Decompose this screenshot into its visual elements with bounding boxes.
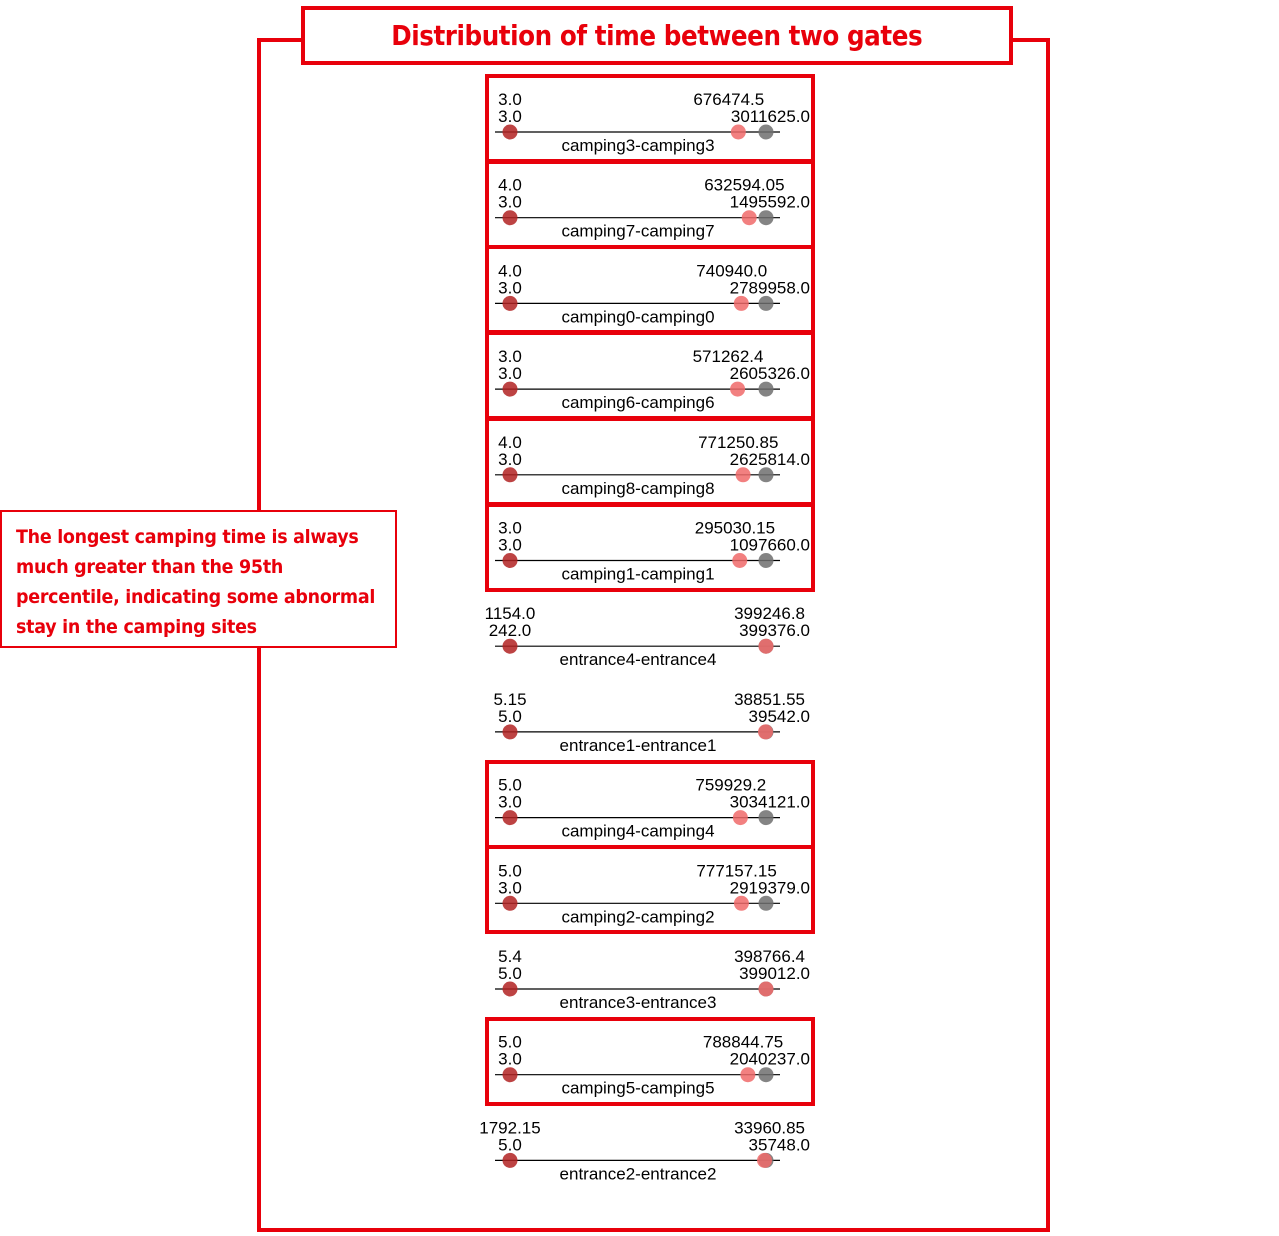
series-name-label: camping5-camping5: [561, 1078, 715, 1098]
min-point: [503, 639, 518, 654]
bottom-right-label: 2919379.0: [729, 878, 810, 898]
series-row: [479, 1118, 810, 1183]
top-right-label: 33960.85: [734, 1118, 805, 1138]
bottom-right-label: 3011625.0: [730, 107, 810, 126]
series-row: [493, 690, 810, 755]
min-point: [503, 1153, 518, 1168]
bottom-left-label: 3.0: [498, 278, 522, 298]
bottom-left-label: 5.0: [498, 964, 522, 983]
top-right-label: 571262.4: [692, 347, 764, 367]
top-left-label: 5.0: [498, 861, 522, 881]
series-name-label: entrance2-entrance2: [559, 1164, 717, 1184]
min-point: [503, 896, 518, 911]
series-name-label: camping7-camping7: [561, 221, 715, 241]
top-left-label: 3.0: [498, 90, 522, 109]
series-name-label: camping6-camping6: [561, 393, 715, 413]
min-point: [503, 296, 518, 311]
bottom-left-label: 3.0: [498, 364, 522, 384]
top-right-label: 777157.15: [696, 861, 777, 881]
max-point: [759, 896, 774, 911]
bottom-left-label: 5.0: [498, 1135, 522, 1155]
top-left-label: 1154.0: [484, 604, 536, 624]
top-left-label: 4.0: [498, 261, 522, 281]
series-row: [495, 861, 810, 926]
top-right-label: 632594.05: [704, 175, 785, 195]
series-row: [495, 947, 810, 1012]
bottom-right-label: 2789958.0: [729, 278, 810, 298]
series-row: [495, 519, 810, 584]
top-left-label: 5.0: [498, 1032, 522, 1052]
top-right-label: 38851.55: [734, 689, 805, 709]
bottom-left-label: 3.0: [498, 449, 522, 469]
bottom-right-label: 2605326.0: [729, 364, 810, 384]
top-left-label: 1792.15: [479, 1118, 541, 1138]
series-name-label: entrance3-entrance3: [559, 993, 717, 1012]
percentile-point: [732, 553, 747, 568]
min-point: [503, 125, 518, 140]
series-name-label: camping1-camping1: [561, 564, 715, 584]
bottom-left-label: 3.0: [498, 192, 522, 212]
series-name-label: camping3-camping3: [561, 136, 715, 155]
top-left-label: 3.0: [498, 347, 522, 367]
max-point: [759, 553, 774, 568]
top-right-label: 759929.2: [695, 775, 767, 795]
max-point: [759, 467, 774, 482]
top-right-label: 399246.8: [734, 604, 805, 624]
percentile-point: [740, 1067, 755, 1082]
percentile-point: [736, 467, 751, 482]
percentile-point: [734, 296, 749, 311]
min-point: [503, 724, 518, 739]
series-row: [495, 90, 810, 155]
top-left-label: 3.0: [498, 518, 522, 538]
min-point: [503, 982, 518, 997]
top-left-label: 4.0: [498, 432, 522, 452]
top-right-label: 676474.5: [693, 90, 765, 109]
series-row: [495, 176, 810, 241]
max-point: [759, 210, 774, 225]
series-name-label: entrance1-entrance1: [559, 735, 717, 755]
annotation-text: The longest camping time is always much greater than the 95th percentile, indicating some abnormal stay in the camping sites: [16, 526, 376, 638]
bottom-right-label: 3034121.0: [729, 792, 810, 812]
min-point: [503, 1067, 518, 1082]
bottom-right-label: 399012.0: [739, 964, 810, 983]
percentile-point: [733, 810, 748, 825]
percentile-point: [758, 724, 773, 739]
top-left-label: 5.0: [498, 775, 522, 795]
bottom-left-label: 3.0: [498, 107, 522, 126]
percentile-point: [758, 639, 773, 654]
percentile-point: [757, 1153, 772, 1168]
min-point: [503, 553, 518, 568]
top-right-label: 788844.75: [702, 1032, 784, 1052]
max-point: [759, 125, 774, 140]
percentile-point: [730, 382, 745, 397]
bottom-right-label: 2040237.0: [729, 1049, 810, 1069]
bottom-left-label: 242.0: [488, 621, 532, 641]
top-left-label: 4.0: [498, 175, 522, 195]
series-row: [495, 433, 810, 498]
bottom-left-label: 3.0: [498, 1049, 522, 1069]
percentile-point: [731, 125, 746, 140]
series-name-label: camping2-camping2: [561, 907, 715, 927]
top-right-label: 740940.0: [696, 261, 768, 281]
min-point: [503, 382, 518, 397]
min-point: [503, 810, 518, 825]
series-name-label: camping4-camping4: [561, 821, 715, 841]
bottom-right-label: 2625814.0: [729, 449, 810, 469]
max-point: [759, 382, 774, 397]
top-left-label: 5.4: [498, 947, 522, 966]
bottom-left-label: 3.0: [498, 535, 522, 555]
series-row: [495, 1033, 810, 1098]
series-name-label: camping8-camping8: [561, 478, 715, 498]
top-right-label: 295030.15: [694, 518, 776, 538]
series-row: [495, 347, 810, 412]
bottom-right-label: 399376.0: [739, 621, 810, 641]
series-name-label: camping0-camping0: [561, 307, 715, 327]
min-point: [503, 467, 518, 482]
series-name-label: entrance4-entrance4: [559, 650, 717, 670]
bottom-left-label: 3.0: [498, 878, 522, 898]
min-point: [503, 210, 518, 225]
top-right-label: 398766.4: [734, 947, 805, 966]
series-row: [495, 776, 810, 841]
top-left-label: 5.15: [493, 689, 527, 709]
percentile-point: [758, 982, 773, 997]
series-row: [485, 604, 810, 669]
chart-title: Distribution of time between two gates: [391, 19, 923, 52]
max-point: [759, 810, 774, 825]
bottom-left-label: 3.0: [498, 792, 522, 812]
bottom-left-label: 5.0: [498, 706, 522, 726]
series-row: [495, 261, 810, 326]
bottom-right-label: 39542.0: [748, 706, 810, 726]
bottom-right-label: 35748.0: [748, 1135, 810, 1155]
max-point: [759, 1067, 774, 1082]
bottom-right-label: 1495592.0: [729, 192, 810, 212]
percentile-point: [742, 210, 757, 225]
max-point: [759, 296, 774, 311]
top-right-label: 771250.85: [698, 432, 779, 452]
bottom-right-label: 1097660.0: [729, 535, 810, 555]
percentile-point: [734, 896, 749, 911]
